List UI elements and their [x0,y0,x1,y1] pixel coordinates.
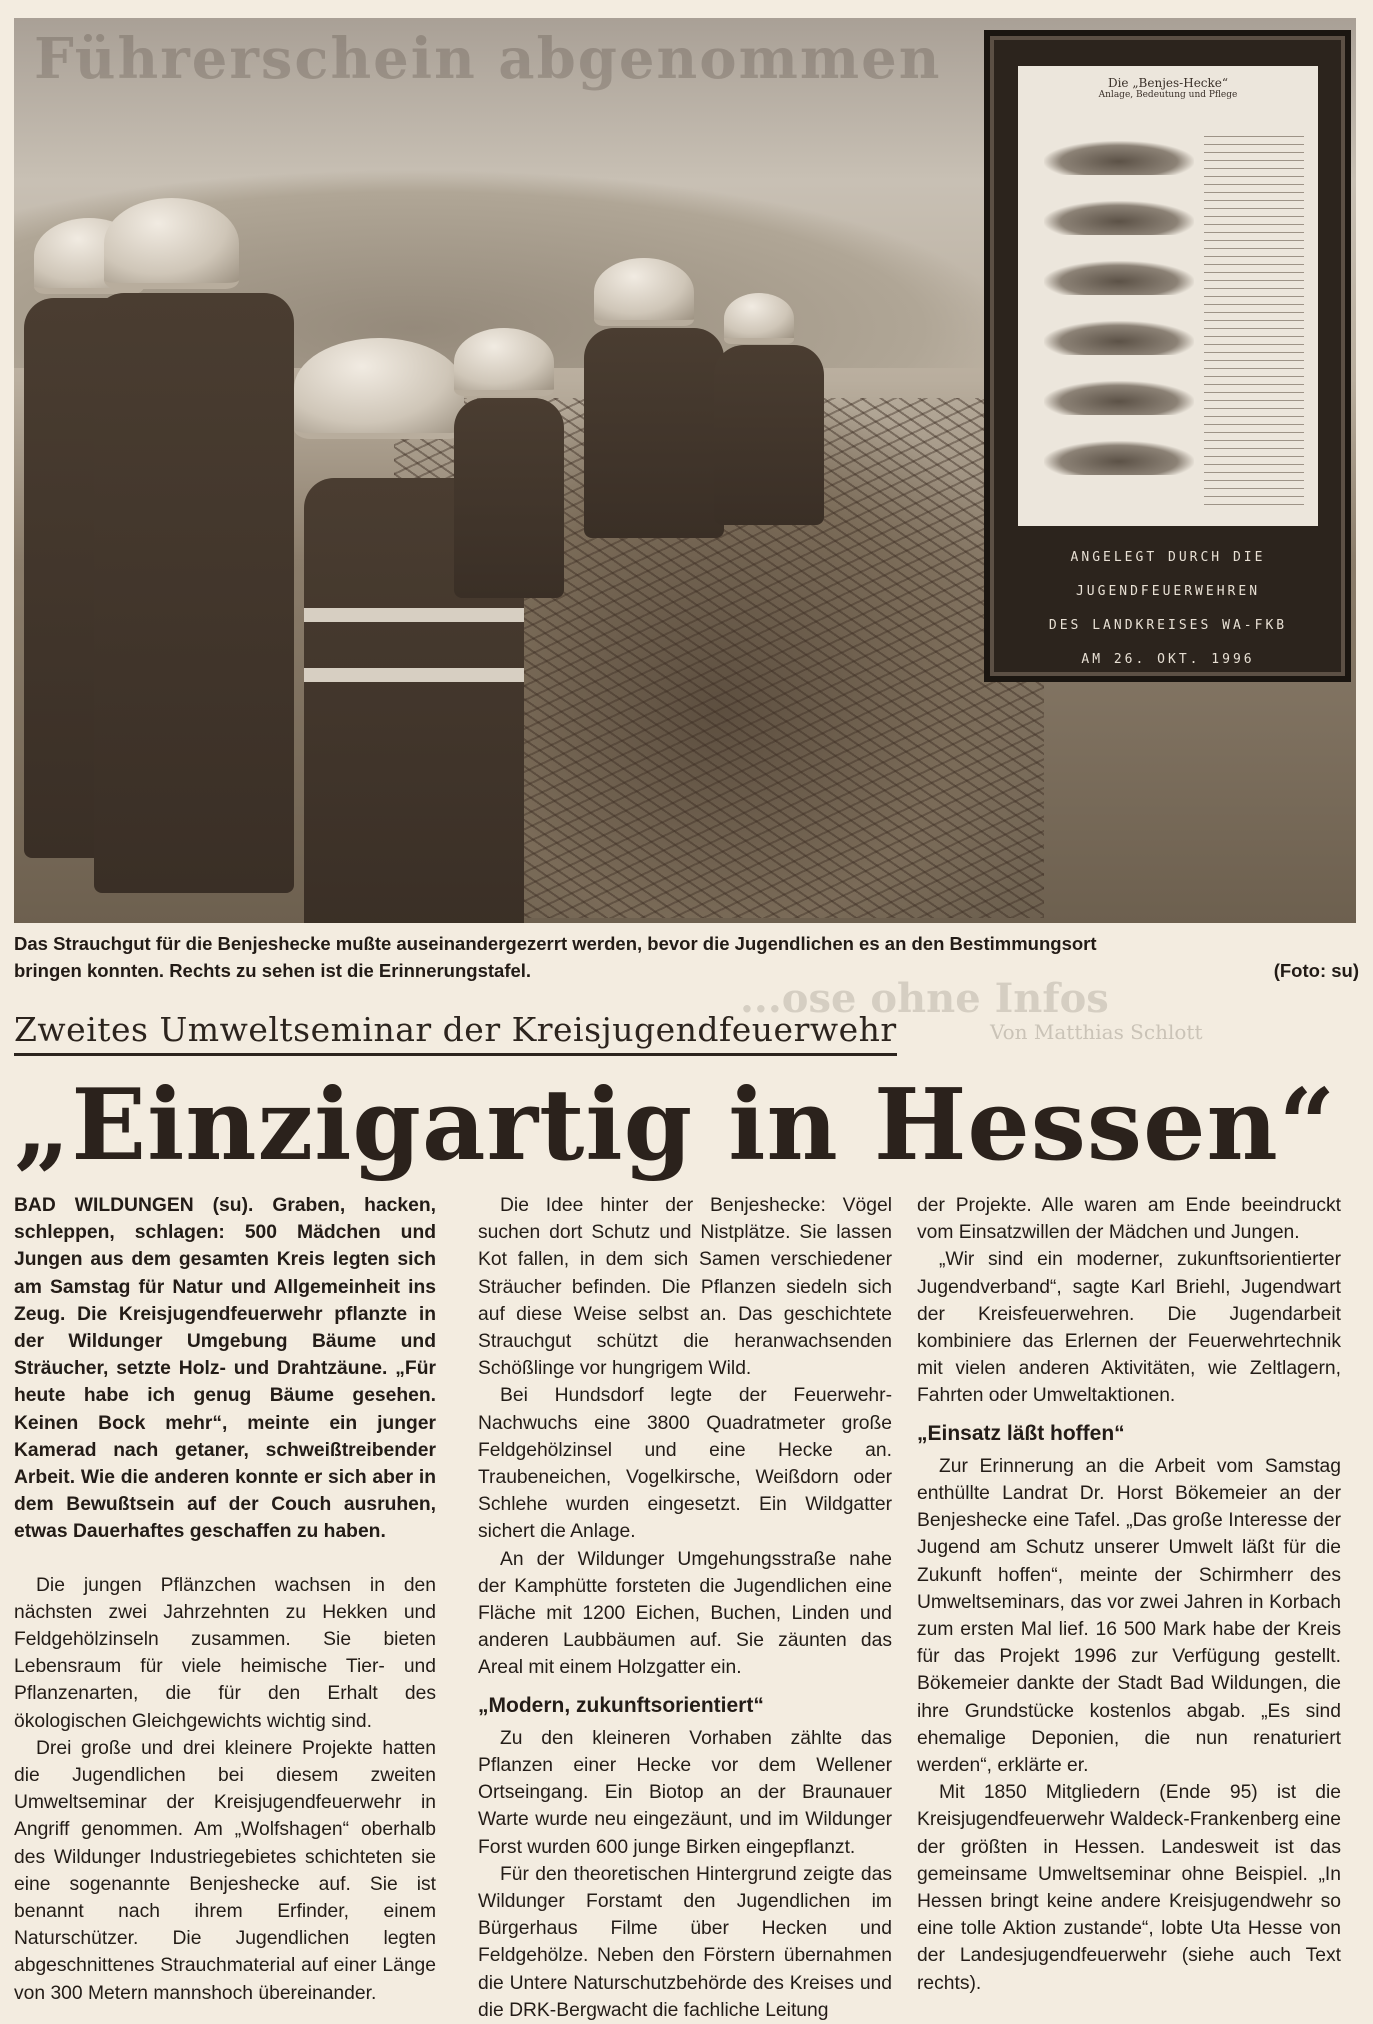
photo-person [84,198,304,898]
article-paragraph: Zur Erinnerung an die Arbeit vom Samstag enthüllte Landrat Dr. Horst Bökemeier an der Benjeshecke eine Tafel. „Das große Interesse der Jugend am Schutz unserer Umwelt läßt für die Zukunft hoffen“, meinte der Schirmherr des Umweltseminars, das vor zwei Jahren in Korbach zum ersten Mal lief. 16 500 Mark habe der Kreis für das Projekt 1996 zur Verfügung gestellt. Bökemeier dankte der Stadt Bad Wildungen, die ihre Grundstücke kostenlos abgab. „Es sind ehemalige Deponien, die nun renaturiert werden“, erklärte er. [917,1455,1341,1777]
caption-line-1: Das Strauchgut für die Benjeshecke mußte auseinandergezerrt werden, bevor die Jugendlichen es an den Bestimmungsort [14,933,1097,954]
photo-person [454,328,574,628]
article-paragraph: An der Wildunger Umgehungsstraße nahe der Kamphütte forsteten die Jugendlichen eine Fläche mit 1200 Eichen, Buchen, Linden und anderen Laubbäumen auf. Sie zäunten das Areal mit einem Holzgatter ein. [478,1548,892,1679]
plaque-illustration [1044,381,1194,415]
article-lead: BAD WILDUNGEN (su). Graben, hacken, schleppen, schlagen: 500 Mädchen und Jungen aus dem gesamten Kreis legten sich am Samstag für Natur und Allgemeinheit ins Zeug. Die Kreisjugendfeuerwehr pflanzte in der Wildunger Umgebung Bäume und Sträucher, setzte Holz- und Drahtzäune. „Für heute habe ich genug Bäume gesehen. Keinen Bock mehr“, meinte ein junger Kamerad nach getaner, schweißtreibender Arbeit. Wie die anderen konnte er sich aber in dem Bewußtsein auf der Couch ausruhen, etwas Dauerhaftes geschaffen zu haben. [14,1195,436,1543]
plaque-illustration [1044,321,1194,355]
plaque-subtitle: Anlage, Bedeutung und Pflege [1098,90,1238,100]
plaque-illustration [1044,201,1194,235]
article-column-2 [478,1192,892,2024]
article-paragraph: Drei große und drei kleinere Projekte hatten die Jugendlichen bei diesem zweiten Umweltseminar der Kreisjugendfeuerwehr in Angriff genommen. Am „Wolfshagen“ oberhalb des Wildunger Industriegebietes schichteten sie eine sogenannte Benjeshecke auf. Sie ist benannt nach ihrem Erfinder, einem Naturschützer. Die Jugendlichen legten abgeschnittenes Strauchmaterial auf einer Länge von 300 Metern mannshoch übereinander. [14,1737,436,2004]
photo-person [584,258,734,558]
photo-credit: (Foto: su) [1273,960,1359,981]
plaque-board [1018,66,1318,526]
photo-person [714,293,834,553]
photo-caption [14,930,1359,984]
article-paragraph: der Projekte. Alle waren am Ende beeindruckt vom Einsatzwillen der Mädchen und Jungen. [917,1195,1341,1244]
plaque-illustration [1044,441,1194,475]
caption-line-2: bringen konnten. Rechts zu sehen ist die Erinnerungstafel. [14,960,532,981]
plaque-inscription: ANGELEGT DURCH DIE JUGENDFEUERWEHREN DES LANDKREISES WA-FKB AM 26. OKT. 1996 [1048,550,1288,667]
article-column-3 [917,1192,1341,1997]
article-headline: „Einzigartig in Hessen“ [14,1068,1337,1183]
memorial-plaque [984,30,1351,682]
plaque-illustration [1044,261,1194,295]
article-paragraph: Zu den kleineren Vorhaben zählte das Pflanzen einer Hecke vor dem Wellener Ortseingang. Ein Biotop an der Braunauer Warte wurde neu eingezäunt, und im Wildunger Forst wurden 600 junge Birken eingepflanzt. [478,1727,892,1858]
plaque-title: Die „Benjes-Hecke“ [1107,76,1229,90]
article-paragraph: Mit 1850 Mitgliedern (Ende 95) ist die Kreisjugendfeuerwehr Waldeck-Frankenberg eine der größten in Hessen. Landesweit ist das gemeinsame Umweltseminar ohne Beispiel. „In Hessen bringt keine andere Kreisjugendwehr so eine tolle Aktion zustande“, lobte Uta Hesse von der Landesjugendfeuerwehr (siehe auch Text rechts). [917,1782,1341,1994]
article-paragraph: Für den theoretischen Hintergrund zeigte das Wildunger Forstamt den Jugendlichen im Bürgerhaus Filme über Hecken und Feldgehölze. Neben den Förstern übernahmen die Untere Naturschutzbehörde des Kreises und die DRK-Bergwacht die fachliche Leitung [478,1863,892,2021]
article-paragraph: Bei Hundsdorf legte der Feuerwehr-Nachwuchs eine 3800 Quadratmeter große Feldgehölzinsel und eine Hecke an. Traubeneichen, Vogelkirsche, Weißdorn oder Schlehe wurden eingesetzt. Ein Wildgatter sichert die Anlage. [478,1385,892,1543]
bleed-through-headline: ...ose ohne Infos [740,975,1109,1022]
article-column-1 [14,1192,436,2007]
article-overline: Zweites Umweltseminar der Kreisjugendfeuerwehr [14,1008,897,1056]
article-subheading: „Modern, zukunftsorientiert“ [478,1693,764,1717]
article-photo [14,18,1356,923]
article-paragraph: Die Idee hinter der Benjeshecke: Vögel suchen dort Schutz und Nistplätze. Sie lassen Kot fallen, in dem sich Samen verschiedener Sträucher befinden. Die Pflanzen siedeln sich auf diese Weise selbst an. Das geschichtete Strauchgut schützt die heranwachsenden Schößlinge vor hungrigem Wild. [478,1195,892,1380]
plaque-text-lines [1204,136,1304,506]
article-paragraph: Die jungen Pflänzchen wachsen in den nächsten zwei Jahrzehnten zu Hekken und Feldgehölzinseln zusammen. Sie bieten Lebensraum für viele heimische Tier- und Pflanzenarten, die für den Erhalt des ökologischen Gleichgewichts wichtig sind. [14,1574,436,1732]
photo-background-headline: Führerschein abgenommen [34,26,942,92]
article-paragraph: „Wir sind ein moderner, zukunftsorientierter Jugendverband“, sagte Karl Briehl, Jugendwart der Kreisfeuerwehren. Die Jugendarbeit kombiniere das Erlernen der Feuerwehrtechnik mit vielen anderen Aktivitäten, wie Zeltlagern, Fahrten oder Umweltaktionen. [917,1249,1341,1407]
bleed-through-byline: Von Matthias Schlott [990,1020,1203,1044]
article-subheading: „Einsatz läßt hoffen“ [917,1421,1125,1445]
plaque-illustration [1044,141,1194,175]
